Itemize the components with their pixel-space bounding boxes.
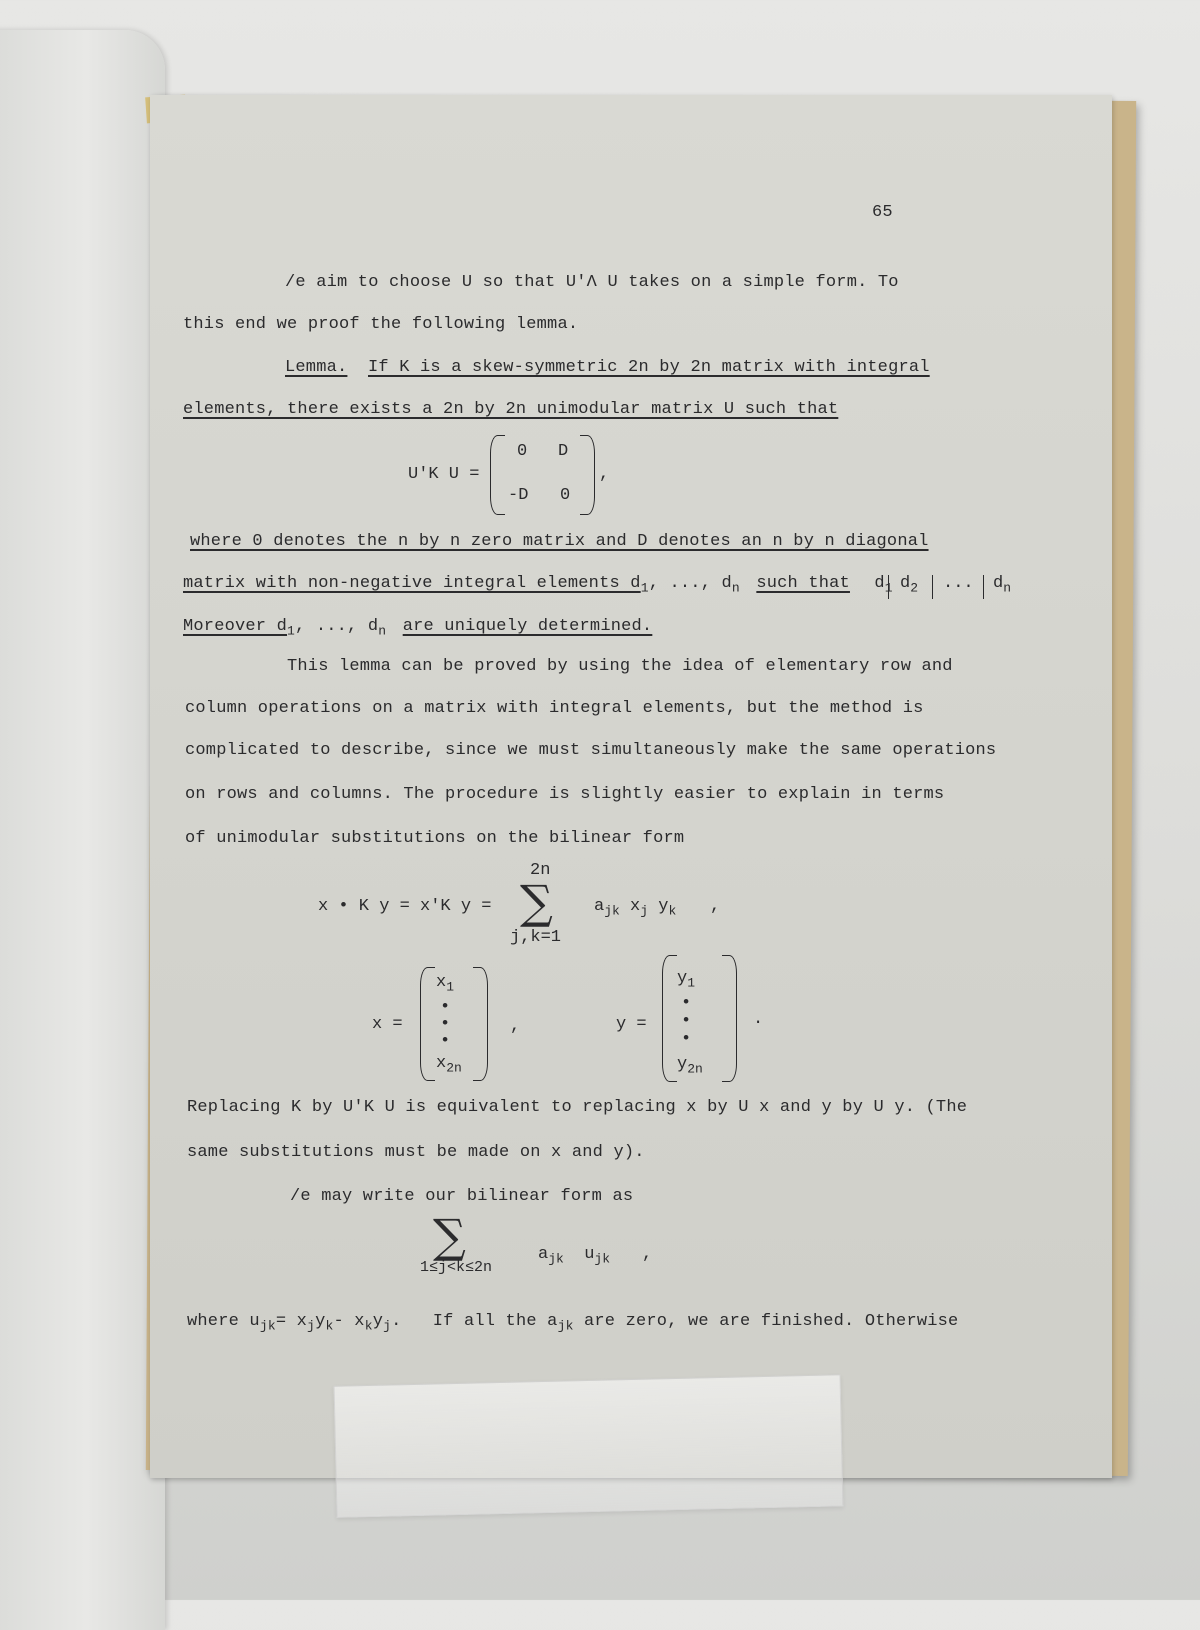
vec-y-right-paren [722,955,737,1082]
text-line-1: /e aim to choose U so that U'Λ U takes on a simple form. To [285,273,899,292]
eq2-lower: j,k=1 [510,928,562,947]
moreover-line: Moreover $d_1$, ..., $d_n$ are uniquely determined. [183,617,653,639]
page-number: 65 [872,203,893,222]
write-line: /e may write our bilinear form as [290,1187,634,1206]
vec-y2n: $y_{2n}$ [677,1055,703,1077]
text-line-2: this end we proof the following lemma. [183,315,579,334]
eq1-right-paren [580,435,595,515]
divides-bar-3 [983,575,984,599]
divides-d2: $d_2$ [900,574,919,596]
replace-line-2: same substitutions must be made on x and y). [187,1143,645,1162]
eq1-m22: 0 [560,486,571,505]
sum-symbol-2: ∑ [433,1209,466,1263]
eq1-m12: D [558,442,569,461]
last-line: where $u_{jk}= x_jy_k-$ $x_ky_j$. If all the $a_{jk}$ are zero, we are finished. Otherwise [187,1312,959,1334]
lemma-line-2: elements, there exists a 2n by 2n unimodular matrix U such that [183,400,839,419]
vec-y1: $y_1$ [677,969,696,991]
eq1-left-paren [490,435,505,515]
vec-y-dots: • • • [681,994,692,1049]
replace-line-1: Replacing K by U'K U is equivalent to replacing x by U x and y by U y. (The [187,1098,968,1117]
eq3-end: , [642,1245,653,1264]
eq3-term: $a_{jk}$ $u_{jk}$ [538,1245,611,1267]
eq1-m21: -D [508,486,529,505]
vec-period: . [753,1010,764,1029]
eq1-lhs: U'K U = [408,465,480,484]
vec-x1: $x_1$ [436,973,455,995]
sum-symbol: ∑ [520,875,553,929]
left-page [0,30,165,1630]
vec-x-right-paren [473,967,488,1081]
vec-y-lhs: y = [616,1015,647,1034]
vec-comma: , [510,1017,521,1036]
eq1-m11: 0 [517,442,528,461]
para-line-2: column operations on a matrix with integral elements, but the method is [185,699,924,718]
vec-y-left-paren [662,955,677,1082]
para-line-4: on rows and columns. The procedure is slightly easier to explain in terms [185,785,945,804]
divides-dn: $d_n$ [993,574,1012,596]
para-line-3: complicated to describe, since we must simultaneously make the same operations [185,741,997,760]
acrylic-page-holder [334,1374,844,1517]
para-line-5: of unimodular substitutions on the bilinear form [185,829,685,848]
document-page [150,95,1112,1478]
lemma-line-1: If K is a skew-symmetric 2n by 2n matrix with integral [368,358,930,377]
where-line-1: where 0 denotes the n by n zero matrix and D denotes an n by n diagonal [190,532,929,551]
eq2-term: $a_{jk}$ $x_j$ $y_k$ [594,897,677,919]
vec-x-lhs: x = [372,1015,403,1034]
eq3-lower: 1≤j<k≤2n [420,1259,493,1276]
vec-x2n: $x_{2n}$ [436,1054,462,1076]
vec-x-left-paren [420,967,435,1081]
divides-bar-1 [888,575,889,599]
lemma-label: Lemma. [285,358,348,377]
eq2-end: , [710,897,721,916]
divides-dots: ... [943,574,974,593]
eq1-end: , [599,465,610,484]
vec-x-dots: • • • [440,998,451,1051]
eq2-upper: 2n [530,861,551,880]
divides-bar-2 [932,575,933,599]
eq2-lhs: x • K y = x'K y = [318,897,492,916]
para-line-1: This lemma can be proved by using the idea of elementary row and [287,657,953,676]
where-line-2: matrix with non-negative integral elements $d_1$, ..., $d_n$ such that $d_1$ [183,574,893,596]
